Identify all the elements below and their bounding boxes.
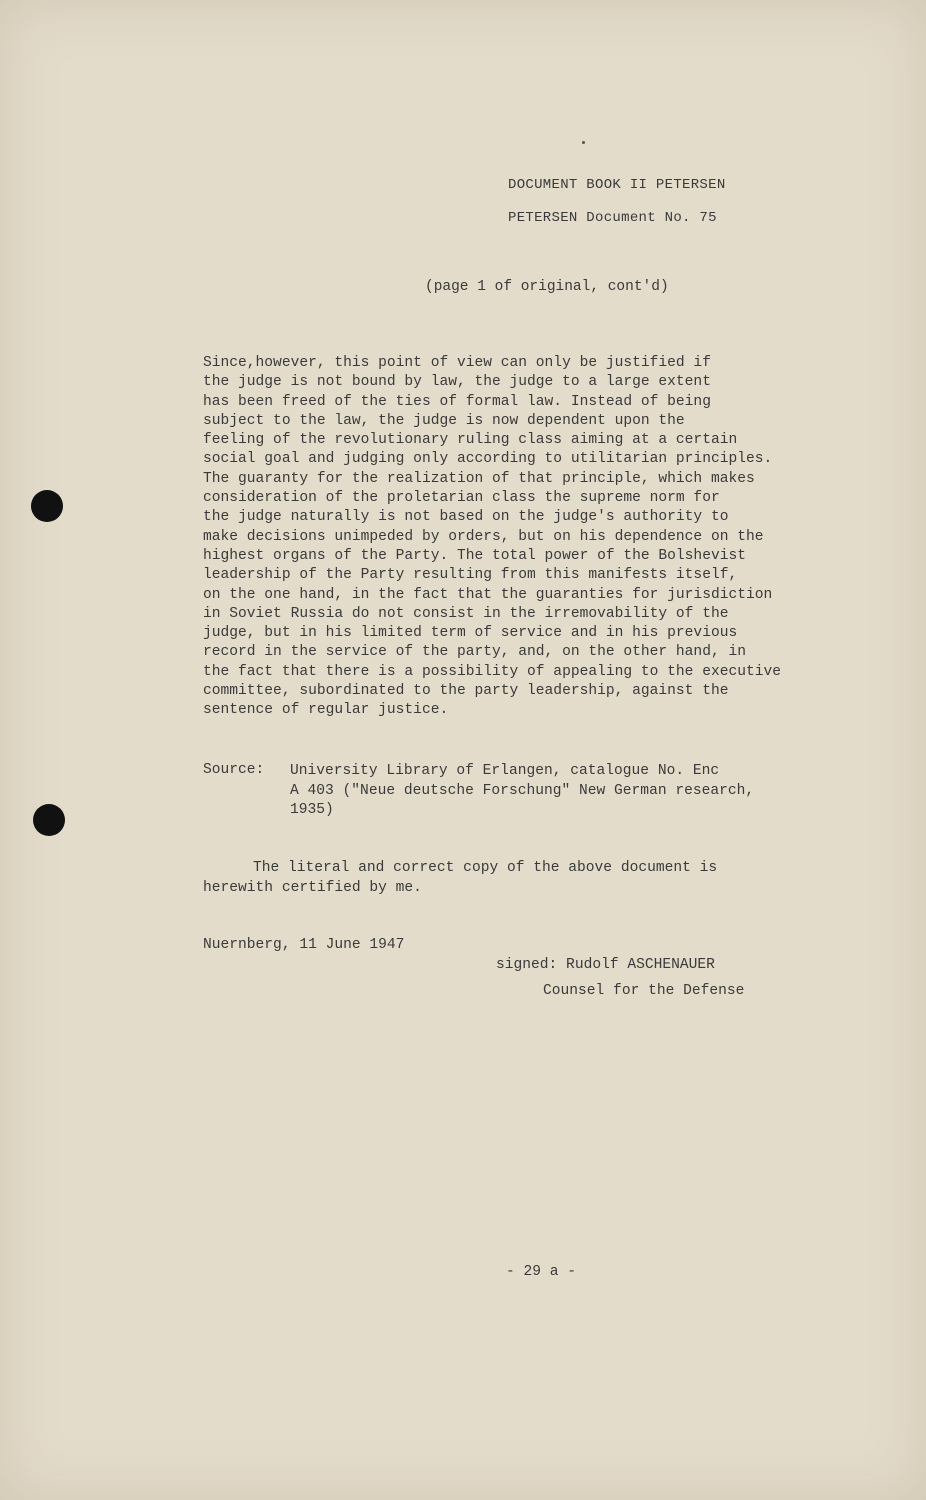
punch-hole-bottom bbox=[33, 804, 65, 836]
paragraph-line: feeling of the revolutionary ruling class aiming at a certain bbox=[203, 432, 738, 449]
signer-title: Counsel for the Defense bbox=[543, 983, 745, 999]
paragraph-line: committee, subordinated to the party leadership, against the bbox=[203, 683, 729, 700]
paragraph-line: consideration of the proletarian class the supreme norm for bbox=[203, 490, 720, 507]
signature-line: signed: Rudolf ASCHENAUER bbox=[496, 957, 715, 973]
paragraph-line: subject to the law, the judge is now dependent upon the bbox=[203, 412, 685, 429]
certification-line: The literal and correct copy of the above document is bbox=[253, 860, 718, 876]
certification-statement bbox=[203, 859, 803, 898]
source-line: 1935) bbox=[290, 802, 334, 818]
source-label: Source: bbox=[203, 762, 265, 778]
paragraph-line: record in the service of the party, and, on the other hand, in bbox=[203, 644, 746, 661]
continuation-note: (page 1 of original, cont'd) bbox=[425, 279, 669, 295]
place-and-date: Nuernberg, 11 June 1947 bbox=[203, 937, 405, 953]
source-line: A 403 ("Neue deutsche Forschung" New German research, bbox=[290, 782, 755, 799]
paragraph-line: on the one hand, in the fact that the guaranties for jurisdiction bbox=[203, 586, 773, 603]
paragraph-line: has been freed of the ties of formal law. Instead of being bbox=[203, 393, 711, 410]
paragraph-line: highest organs of the Party. The total power of the Bolshevist bbox=[203, 547, 746, 564]
punch-hole-top bbox=[31, 490, 63, 522]
paragraph-line: social goal and judging only according to utilitarian principles. bbox=[203, 451, 773, 468]
paragraph-line: judge, but in his limited term of service and in his previous bbox=[203, 625, 738, 642]
document-book-heading: DOCUMENT BOOK II PETERSEN bbox=[508, 177, 726, 193]
paper-speck bbox=[582, 141, 585, 144]
paragraph-line: make decisions unimpeded by orders, but on his dependence on the bbox=[203, 528, 764, 545]
source-line: University Library of Erlangen, catalogue No. Enc bbox=[290, 763, 720, 779]
paragraph-line: the judge naturally is not based on the judge's authority to bbox=[203, 509, 729, 526]
paragraph-line: the judge is not bound by law, the judge to a large extent bbox=[203, 374, 711, 391]
paragraph-line: sentence of regular justice. bbox=[203, 702, 449, 719]
paragraph-line: the fact that there is a possibility of appealing to the executive bbox=[203, 663, 782, 680]
source-citation bbox=[290, 762, 850, 821]
certification-line: herewith certified by me. bbox=[203, 879, 422, 896]
main-paragraph bbox=[203, 354, 853, 721]
paragraph-line: leadership of the Party resulting from this manifests itself, bbox=[203, 567, 738, 584]
page-number: - 29 a - bbox=[506, 1264, 577, 1280]
paragraph-line: Since,however, this point of view can only be justified if bbox=[203, 355, 711, 371]
document-number-heading: PETERSEN Document No. 75 bbox=[508, 210, 717, 226]
paragraph-line: in Soviet Russia do not consist in the irremovability of the bbox=[203, 605, 729, 622]
paragraph-line: The guaranty for the realization of that principle, which makes bbox=[203, 470, 755, 487]
